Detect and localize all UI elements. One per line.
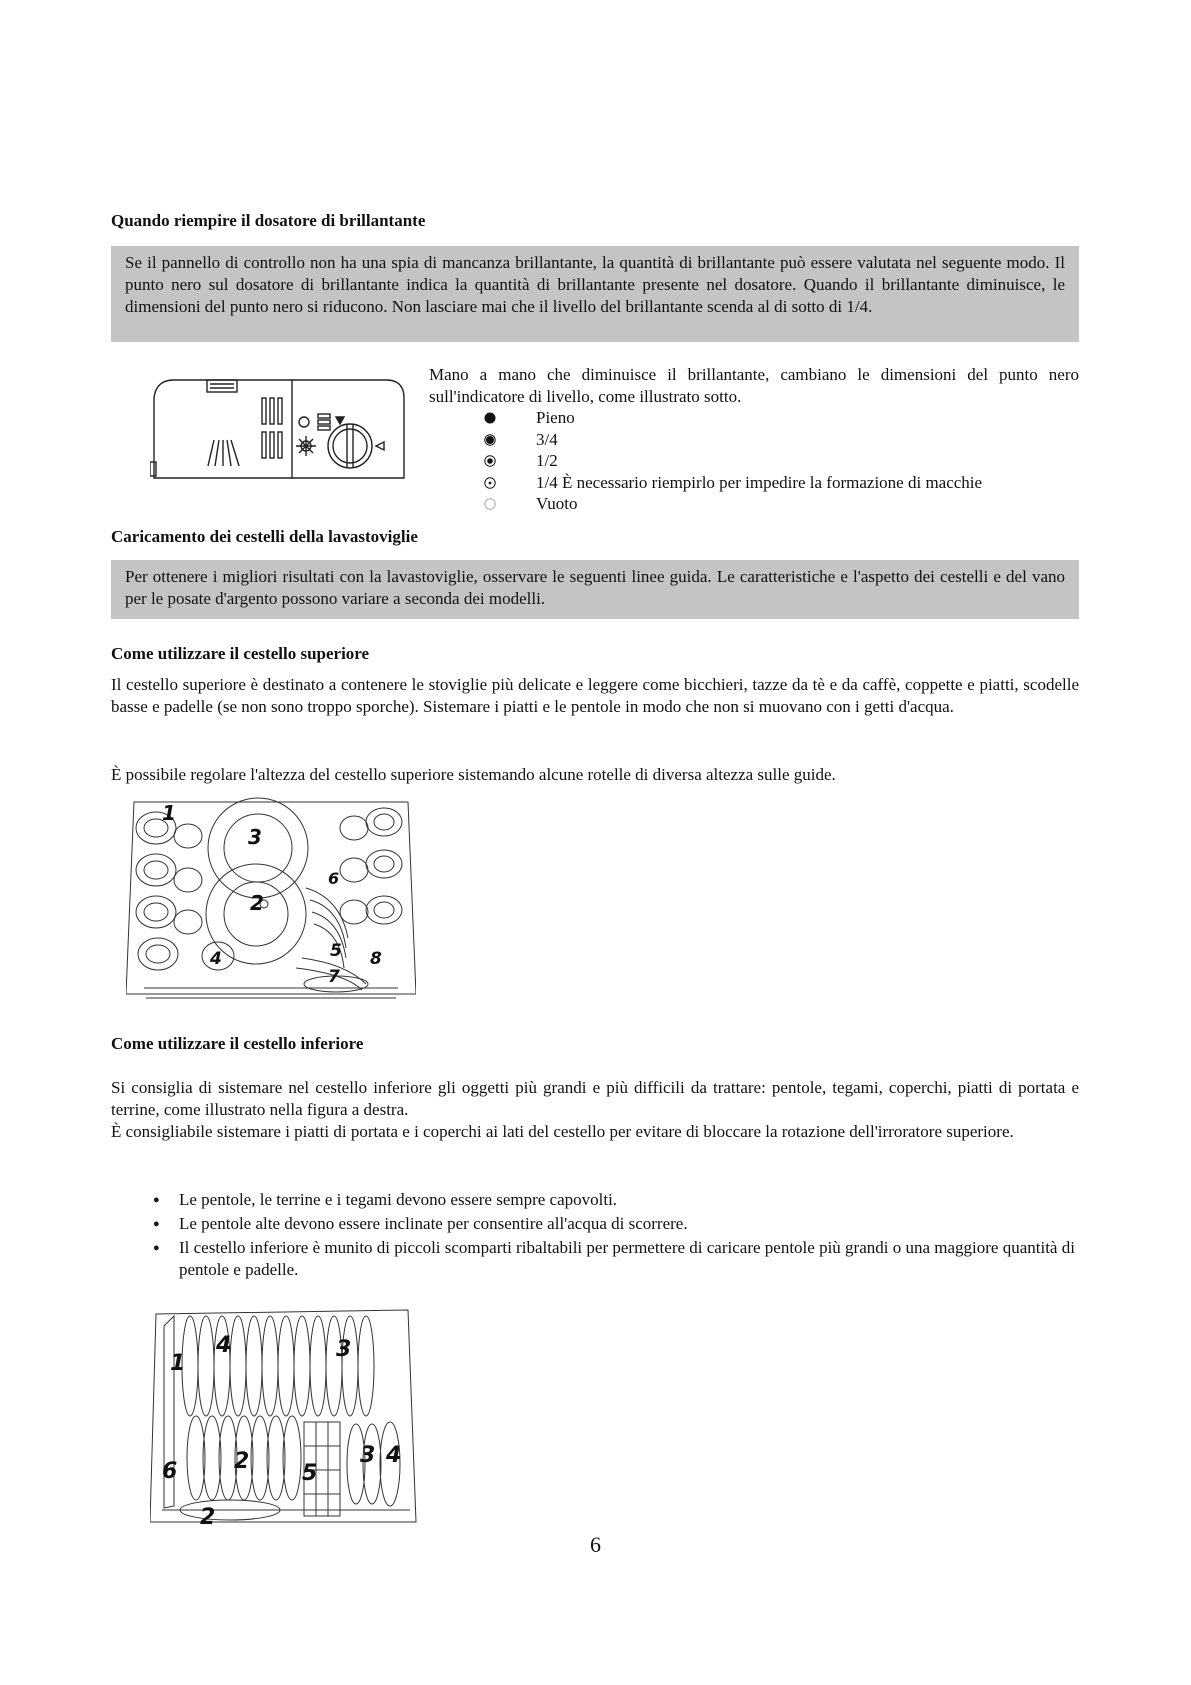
level-item (484, 407, 1084, 429)
lower-label: 5 (302, 1461, 318, 1486)
upper-label: 8 (370, 949, 382, 969)
level-label: 1/2 (536, 451, 558, 470)
lower-basket-bullets (111, 1189, 1079, 1283)
lower-basket-text-2: È consigliabile sistemare i piatti di portata e i coperchi ai lati del cestello per evitare di bloccare la rotazione dell'irroratore superiore. (111, 1122, 1014, 1141)
section-title-upper-basket: Come utilizzare il cestello superiore (111, 644, 370, 663)
page-number: 6 (590, 1532, 601, 1557)
level-item (484, 450, 1084, 472)
level-label: Vuoto (536, 494, 578, 513)
section-title-lower-basket: Come utilizzare il cestello inferiore (111, 1034, 364, 1053)
upper-label: 7 (328, 967, 340, 987)
level-quarter-icon (484, 477, 496, 489)
upper-basket-text-1: Il cestello superiore è destinato a contenere le stoviglie più delicate e leggere come bicchieri, tazze da tè e da caffè, coppette e piatti, scodelle basse e padelle (se non sono troppo sporche). Sistemare i piatti e le pentole in modo che non si muovano con i getti d'acqua. (111, 675, 1079, 716)
level-item (484, 493, 1084, 515)
level-label: 1/4 È necessario riempirlo per impedire la formazione di macchie (536, 472, 983, 492)
loading-info-box (111, 560, 1079, 619)
lower-label: 3 (360, 1443, 376, 1468)
rinse-side-text: Mano a mano che diminuisce il brillantante, cambiano le dimensioni del punto nero sull'indicatore di livello, come illustrato sotto. (429, 365, 1079, 406)
bullet-item: ● Le pentole alte devono essere inclinate per consentire all'acqua di scorrere. (111, 1213, 1079, 1235)
upper-label: 6 (328, 869, 340, 888)
bullet-item: ● Le pentole, le terrine e i tegami devono essere sempre capovolti. (111, 1189, 1079, 1211)
level-item (484, 429, 1084, 451)
bullet-item: ● Il cestello inferiore è munito di piccoli scomparti ribaltabili per permettere di caricare pentole più grandi o una maggiore quantità di pentole e padelle. (111, 1237, 1079, 1281)
lower-label: 2 (200, 1505, 216, 1530)
lower-basket-illustration (150, 1296, 420, 1530)
upper-label: 3 (248, 825, 262, 849)
level-half-icon (484, 455, 496, 467)
section-title-rinse: Quando riempire il dosatore di brillantante (111, 211, 426, 230)
upper-basket-illustration (126, 788, 416, 1004)
loading-info-text: Per ottenere i migliori risultati con la lavastoviglie, osservare le seguenti linee guida. Le caratteristiche e l'aspetto dei cestelli e del vano per le posate d'argento possono variare a seconda dei modelli. (125, 567, 1065, 608)
section-title-loading: Caricamento dei cestelli della lavastoviglie (111, 527, 418, 546)
lower-label: 4 (216, 1333, 232, 1358)
lower-basket-text-1: Si consiglia di sistemare nel cestello inferiore gli oggetti più grandi e più difficili da trattare: pentole, tegami, coperchi, piatti di portata e terrine, come illustrato nella figura a destra. (111, 1078, 1079, 1119)
upper-label: 2 (250, 891, 264, 915)
upper-label: 5 (330, 941, 342, 961)
upper-basket-text-2: È possibile regolare l'altezza del cestello superiore sistemando alcune rotelle di diversa altezza sulle guide. (111, 765, 836, 784)
rinse-dispenser-illustration (150, 378, 410, 482)
level-full-icon (484, 412, 496, 424)
level-indicator-list (484, 407, 1084, 515)
level-label: Pieno (536, 408, 575, 427)
level-item (484, 472, 1084, 494)
level-three-quarter-icon (484, 434, 496, 446)
level-label: 3/4 (536, 429, 558, 449)
rinse-info-box (111, 246, 1079, 342)
rinse-info-text: Se il pannello di controllo non ha una spia di mancanza brillantante, la quantità di brillantante può essere valutata nel seguente modo. Il punto nero sul dosatore di brillantante indica la quantità di brillantante presente nel dosatore. Quando il brillantante diminuisce, le dimensioni del punto nero si riducono. Non lasciare mai che il livello del brillantante scenda al di sotto di 1/4. (125, 253, 1065, 316)
upper-label: 4 (210, 949, 222, 969)
lower-label: 1 (170, 1351, 186, 1376)
lower-label: 2 (234, 1449, 250, 1474)
lower-label: 3 (336, 1337, 352, 1362)
upper-label: 1 (162, 801, 176, 825)
lower-label: 4 (386, 1443, 402, 1468)
lower-label: 6 (162, 1459, 178, 1484)
level-empty-icon (484, 498, 496, 510)
